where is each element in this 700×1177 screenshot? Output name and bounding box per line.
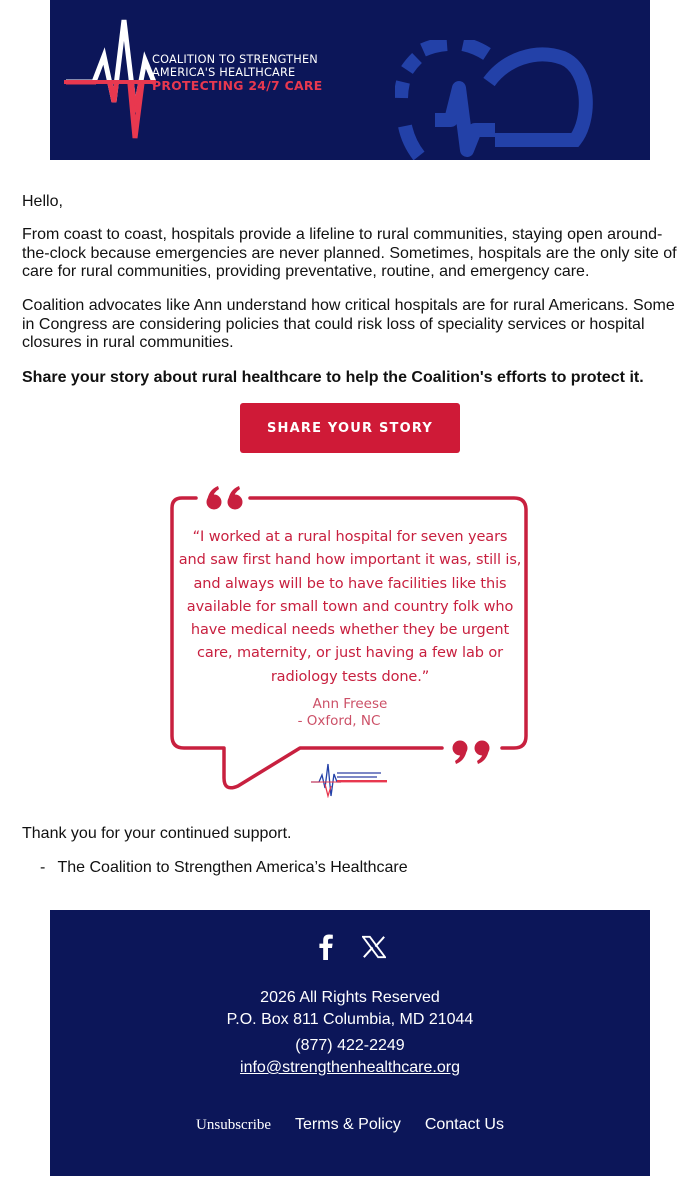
signature-dash: - (40, 859, 46, 876)
mailing-address: P.O. Box 811 Columbia, MD 21044 (226, 1011, 474, 1028)
logo-line-2: AMERICA'S HEALTHCARE (152, 66, 296, 79)
clock-heart-pulse-icon (395, 40, 595, 160)
thank-you-text: Thank you for your continued support. (22, 825, 292, 842)
quote-author-name: Ann Freese (312, 696, 388, 712)
share-your-story-button[interactable]: SHARE YOUR STORY (240, 403, 460, 453)
x-twitter-icon[interactable] (362, 934, 386, 960)
signature-text: The Coalition to Strengthen America’s Healthcare (57, 859, 408, 876)
logo-tagline: PROTECTING 24/7 CARE (152, 78, 323, 93)
header-banner (50, 0, 650, 160)
signature-line (40, 859, 408, 877)
logo-line-1: COALITION TO STRENGTHEN (152, 53, 318, 66)
terms-policy-link[interactable]: Terms & Policy (295, 1116, 401, 1133)
contact-us-link[interactable]: Contact Us (424, 1116, 504, 1133)
footer-links (50, 1116, 650, 1134)
mini-heartbeat-logo-icon (311, 762, 391, 798)
cta-heading: Share your story about rural healthcare to help the Coalition's efforts to protect it. (22, 369, 644, 386)
advocates-paragraph: Coalition advocates like Ann understand how critical hospitals are for rural Americans. Some in Congress are considering policies that could risk loss of speciality services or hospital closures in rural communities. (22, 297, 675, 351)
greeting: Hello, (22, 193, 63, 210)
header-logo-text (152, 53, 322, 93)
unsubscribe-link[interactable]: Unsubscribe (196, 1117, 272, 1133)
intro-paragraph: From coast to coast, hospitals provide a lifeline to rural communities, staying open around-the-clock because emergencies are never planned. Sometimes, hospitals are the only site of care for rural communities, providing preventative, routine, and emergency care. (22, 226, 677, 280)
copyright-text: 2026 All Rights Reserved (260, 989, 440, 1006)
phone-number: (877) 422-2249 (295, 1037, 405, 1054)
facebook-icon[interactable] (314, 934, 338, 960)
open-quote-icon (207, 486, 243, 510)
mini-coalition-logo (311, 762, 391, 803)
quote-author-location: - Oxford, NC (297, 713, 381, 729)
email-link[interactable]: info@strengthenhealthcare.org (240, 1059, 460, 1076)
quote-attribution (168, 696, 532, 730)
social-links (50, 934, 650, 960)
quote-text: “I worked at a rural hospital for seven years and saw first hand how important it was, still is, and always will be to have facilities like this available for small town and country folk who have medical needs whether they be urgent care, maternity, or just having a few lab or radiology tests done.” (178, 529, 522, 685)
testimonial-quote-card (168, 484, 532, 800)
heartbeat-pulse-icon (64, 18, 156, 142)
close-quote-icon (453, 741, 490, 765)
footer (50, 910, 650, 1176)
